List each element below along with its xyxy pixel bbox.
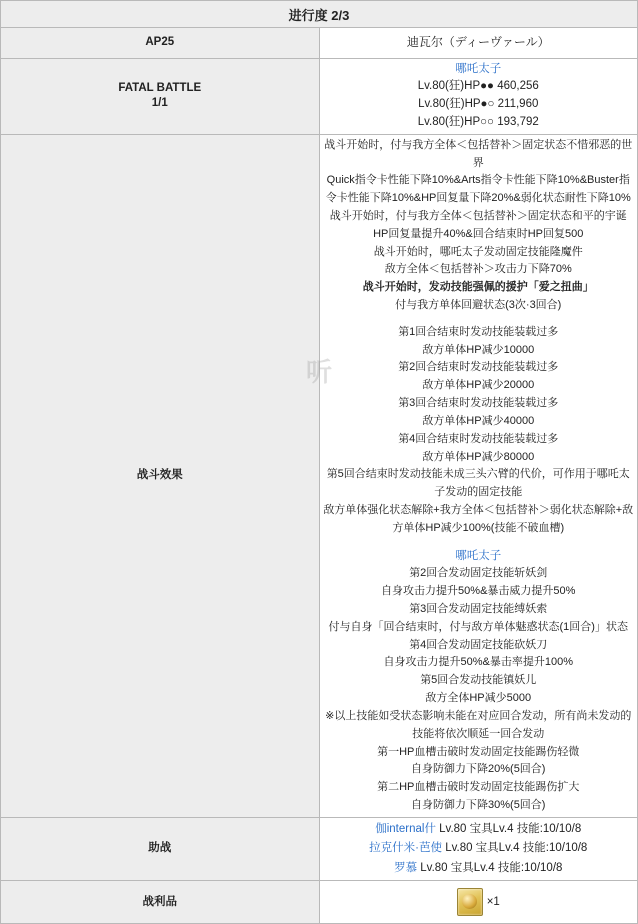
progress-header-row [1,1,638,28]
ap-row [1,28,638,59]
support-servant-detail: Lv.80 宝具Lv.4 技能:10/10/8 [435,822,582,835]
enemy-stats-cell [319,59,638,135]
enemy-servant-link[interactable]: 哪吒太子 [455,63,502,75]
enemy-servant-link-wrap [323,61,635,78]
battle-label-line2: 1/1 [151,97,168,110]
effect-line [323,547,635,566]
effect-line: 第5回合发动技能镇妖儿 [420,674,537,687]
enemy-hp-line-1: Lv.80(狂)HP●● 460,256 [417,80,539,93]
effect-line: 自身防御力下降30%(5回合) [411,798,546,811]
effect-line: 自身攻击力提升50%&暴击威力提升50% [381,585,576,598]
effect-line: 第5回合结束时发动技能未成三头六臂的代价，可作用于哪吒太子发动的固定技能 [326,468,630,499]
effect-servant-link[interactable]: 哪吒太子 [455,549,502,562]
effect-line: 战斗开始时，付与我方全体＜包括替补＞固定状态不惜邪恶的世界 [324,138,633,169]
effect-line: 付与我方单体回避状态(3次·3回合) [395,299,562,311]
effect-line: 第2回合结束时发动技能装载过多 [398,361,559,374]
ap-label: AP25 [1,28,320,59]
effect-line: 战斗开始时，哪吒太子发动固定技能隆魔件 [373,245,583,258]
effect-line: 第一HP血槽击破时发动固定技能踢伤轻微 [377,745,580,758]
support-entry [323,839,635,859]
drop-item[interactable] [323,888,635,916]
effect-line: 战斗开始时，发动技能强佩的援护「爱之扭曲」 [362,281,594,294]
effect-line: 付与自身「回合结束时，付与敌方单体魅惑状态(1回合)」状态 [328,620,628,633]
drop-row [1,881,638,924]
support-servant-link[interactable]: 罗慕 [394,861,418,874]
effect-line: 战斗开始时，付与我方全体＜包括替补＞固定状态和平的宇诞 [329,209,627,222]
gold-coin-icon [457,888,483,916]
effect-line: 敌方单体HP减少80000 [422,450,535,463]
effect-line: 自身防御力下降20%(5回合) [411,763,546,776]
effect-line: 敌方全体HP减少5000 [425,692,532,705]
effects-spacer [323,315,635,324]
battle-row [1,59,638,135]
enemy-name-cell [319,28,638,59]
support-label: 助战 [1,817,320,881]
effect-line: 第3回合结束时发动技能装载过多 [398,397,559,410]
effect-line: ※以上技能如受状态影响未能在对应回合发动，所有尚未发动的技能将依次顺延一回合发动 [325,709,632,740]
support-servant-detail: Lv.80 宝具Lv.4 技能:10/10/8 [417,861,563,874]
support-entry [323,859,635,879]
enemy-hp-line-2: Lv.80(狂)HP●○ 211,960 [418,98,539,111]
drop-cell [319,881,638,924]
battle-label-line1: FATAL BATTLE [118,81,202,94]
effect-line: 敌方单体强化状态解除+我方全体＜包括替补＞弱化状态解除+敌方单体HP减少100%(技能不破血槽) [323,503,634,534]
effect-line: 敌方单体HP减少10000 [422,343,535,356]
effects-spacer [323,538,635,547]
effect-line: 第4回合结束时发动技能装载过多 [398,432,559,445]
enemy-name: 迪瓦尔（ディーヴァール） [406,35,550,50]
effect-line: 自身攻击力提升50%&暴击率提升100% [383,656,573,669]
effect-line: 敌方单体HP减少20000 [422,379,535,392]
watermark: 听 [305,357,333,387]
effects-label: 战斗效果 [1,134,320,817]
support-row [1,817,638,881]
effect-line: 第3回合发动固定技能缚妖索 [409,603,548,615]
effect-line: 第4回合发动固定技能砍妖刀 [409,638,548,651]
support-cell [319,817,638,881]
effects-row [1,134,638,817]
effects-cell [319,134,638,817]
effects-list [323,137,635,815]
effect-line: 敌方单体HP减少40000 [422,414,535,427]
support-entry [323,820,635,840]
support-servant-link[interactable]: 伽internal什 [375,822,436,835]
drop-count: ×1 [486,895,500,908]
effect-line: HP回复量提升40%&回合结束时HP回复500 [373,227,584,240]
progress-header: 进行度 2/3 [1,1,638,28]
effect-line: 第2回合发动固定技能斩妖剑 [409,567,548,580]
effect-line: 敌方全体＜包括替补＞攻击力下降70% [384,263,572,276]
support-servant-link[interactable]: 拉克什米·芭使 [369,842,443,855]
battle-label [1,59,320,135]
effect-line: 第二HP血槽击破时发动固定技能踢伤扩大 [377,781,580,794]
effect-line: 第1回合结束时发动技能装载过多 [398,325,559,338]
drop-label: 战利品 [1,881,320,924]
effect-line: Quick指令卡性能下降10%&Arts指令卡性能下降10%&Buster指令卡性能下降10%&HP回复量下降20%&弱化状态耐性下降10% [325,174,631,205]
support-servant-detail: Lv.80 宝具Lv.4 技能:10/10/8 [442,842,588,855]
enemy-hp-line-3: Lv.80(狂)HP○○ 193,792 [417,115,539,128]
support-list [323,820,635,879]
